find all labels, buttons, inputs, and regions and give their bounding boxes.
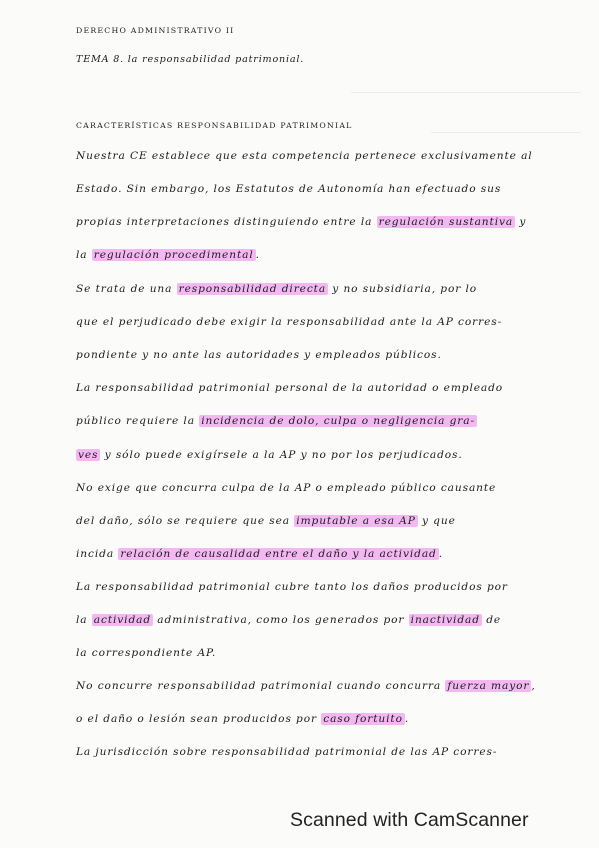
note-line bbox=[76, 545, 528, 565]
highlighted-text: fuerza mayor bbox=[447, 680, 530, 692]
note-text: No exige que concurra culpa de la AP o empleado público causante bbox=[76, 482, 497, 494]
note-text: pondiente y no ante las autoridades y empleados públicos. bbox=[76, 349, 442, 361]
scanner-watermark: Scanned with CamScanner bbox=[290, 809, 529, 831]
note-text: . bbox=[255, 249, 260, 261]
note-line bbox=[76, 743, 528, 763]
note-text: y que bbox=[417, 515, 456, 527]
highlighted-text: caso fortuito bbox=[323, 713, 403, 725]
course-header: DERECHO ADMINISTRATIVO II bbox=[76, 26, 235, 35]
note-text: y sólo puede exigírsele a la AP y no por los perjudicados. bbox=[100, 449, 463, 461]
note-text: propias interpretaciones distinguiendo entre la bbox=[76, 216, 377, 228]
bleed-through-mark bbox=[431, 132, 581, 133]
highlighted-text: imputable a esa AP bbox=[296, 515, 416, 527]
note-text: del daño, sólo se requiere que sea bbox=[76, 515, 295, 527]
note-text: que el perjudicado debe exigir la responsabilidad ante la AP corres- bbox=[76, 316, 503, 328]
bleed-through-mark bbox=[351, 92, 581, 93]
note-line bbox=[76, 710, 528, 730]
note-text: incida bbox=[76, 548, 119, 560]
note-line bbox=[76, 512, 528, 532]
note-text: , bbox=[531, 680, 536, 692]
highlighted-text: regulación sustantiva bbox=[378, 216, 514, 228]
topic-prefix: TEMA 8. la bbox=[76, 54, 139, 65]
note-line bbox=[76, 412, 528, 432]
highlighted-text: incidencia de dolo, culpa o negligencia gra- bbox=[201, 415, 475, 427]
note-text: la correspondiente AP. bbox=[76, 647, 217, 659]
note-text: La responsabilidad patrimonial personal de la autoridad o empleado bbox=[76, 382, 504, 394]
topic-line bbox=[76, 53, 304, 67]
note-line bbox=[76, 479, 528, 499]
note-line bbox=[76, 644, 528, 664]
highlighted-text: actividad bbox=[93, 614, 152, 626]
note-line bbox=[76, 578, 528, 598]
note-line bbox=[76, 611, 528, 631]
note-text: No concurre responsabilidad patrimonial cuando concurra bbox=[76, 680, 446, 692]
note-line bbox=[76, 379, 528, 399]
note-text: La responsabilidad patrimonial cubre tanto los daños producidos por bbox=[76, 581, 508, 593]
highlighted-text: relación de causalidad entre el daño y la actividad bbox=[120, 548, 437, 560]
note-text: Nuestra CE establece que esta competencia pertenece exclusivamente al bbox=[76, 150, 533, 162]
highlighted-text: regulación procedimental bbox=[93, 249, 254, 261]
note-line bbox=[76, 180, 528, 200]
note-text: la bbox=[76, 249, 92, 261]
highlighted-text: responsabilidad directa bbox=[178, 283, 327, 295]
note-text: de bbox=[481, 614, 502, 626]
highlighted-text: ves bbox=[78, 449, 99, 461]
note-text: la bbox=[76, 614, 92, 626]
note-text: . bbox=[404, 713, 410, 725]
note-text: administrativa, como los generados por bbox=[153, 614, 409, 626]
note-text: La jurisdicción sobre responsabilidad patrimonial de las AP corres- bbox=[76, 746, 498, 758]
note-line bbox=[76, 313, 528, 333]
note-line bbox=[76, 147, 533, 167]
note-text: Se trata de una bbox=[76, 283, 177, 295]
section-title: CARACTERÍSTICAS RESPONSABILIDAD PATRIMONIAL bbox=[76, 121, 353, 130]
topic-title: responsabilidad patrimonial. bbox=[142, 54, 305, 65]
note-text: . bbox=[438, 548, 443, 560]
note-text: y no subsidiaria, por lo bbox=[328, 283, 478, 295]
note-line bbox=[76, 280, 528, 300]
note-line bbox=[76, 346, 528, 366]
highlighted-text: inactividad bbox=[410, 614, 480, 626]
note-line bbox=[76, 246, 528, 266]
note-line bbox=[76, 677, 536, 697]
note-text: o el daño o lesión sean producidos por bbox=[76, 713, 322, 725]
note-line bbox=[76, 446, 528, 466]
note-text: público requiere la bbox=[76, 415, 200, 427]
note-line bbox=[76, 213, 528, 233]
note-text: Estado. Sin embargo, los Estatutos de Autonomía han efectuado sus bbox=[76, 183, 502, 195]
note-text: y bbox=[515, 216, 527, 228]
